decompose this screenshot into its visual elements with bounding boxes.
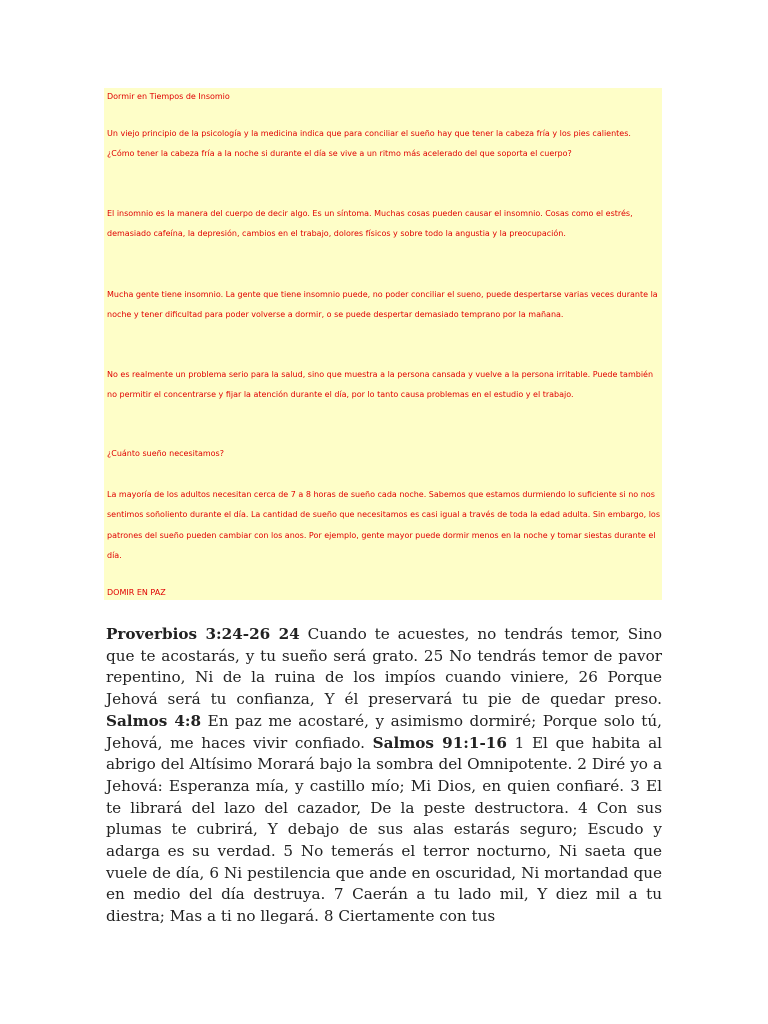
bible-verses (106, 624, 662, 928)
answer-paragraph: La mayoría de los adultos necesitan cerca de 7 a 8 horas de sueño cada noche. Sabemos que estamos durmiendo lo suficiente si no nos sentimos soñoliento durante el día. La cantidad de sueño que necesitamos es casi igual a través de toda la edad adulta. Sin embargo, los patrones del sueño pueden cambiar con los anos. Por ejemplo, gente mayor puede dormir menos en la noche y tomar siestas durante el día. (107, 490, 660, 560)
section-heading: DOMIR EN PAZ (107, 588, 166, 597)
verse-text-salmos-91: 1 El que habita al abrigo del Altísimo Morará bajo la sombra del Omnipotente. 2 Diré yo a Jehová: Esperanza mía, y castillo mío; Mi Dios, en quien confiaré. 3 El te librará del lazo del cazador, De la peste destructora. 4 Con sus plumas te cubrirá, Y debajo de sus alas estarás seguro; Escudo y adarga es su verdad. 5 No temerás el terror nocturno, Ni saeta que vuele de día, 6 Ni pestilencia que ande en oscuridad, Ni mortandad que en medio del día destruya. 7 Caerán a tu lado mil, Y diez mil a tu diestra; Mas a ti no llegará. 8 Ciertamente con tus (106, 733, 662, 926)
paragraph-2: El insomnio es la manera del cuerpo de decir algo. Es un síntoma. Muchas cosas pueden causar el insomnio. Cosas como el estrés, demasiado cafeína, la depresión, cambios en el trabajo, dolores físicos y sobre todo la angustia y la preocupación. (107, 209, 633, 239)
verse-reference-proverbios: Proverbios 3:24-26 24 (106, 625, 300, 643)
question-heading: ¿Cuánto sueño necesitamos? (107, 449, 224, 458)
paragraph-3: Mucha gente tiene insomnio. La gente que tiene insomnio puede, no poder conciliar el sueno, puede despertarse varias veces durante la noche y tener dificultad para poder volverse a dormir, o se puede despertar demasiado temprano por la mañana. (107, 290, 658, 320)
verse-text-salmos-4: En paz me acostaré, y asimismo dormiré; Porque solo tú, Jehová, me haces vivir confiado. (106, 711, 663, 752)
verse-reference-salmos-91: Salmos 91:1-16 (372, 733, 507, 752)
verse-text-proverbios: Cuando te acuestes, no tendrás temor, Sino que te acostarás, y tu sueño será grato. 25 No tendrás temor de pavor repentino, Ni de la ruina de los impíos cuando viniere, 26 Porque Jehová será tu confianza, Y él preservará tu pie de quedar preso. (106, 625, 662, 709)
verse-reference-salmos-4: Salmos 4:8 (106, 711, 202, 730)
paragraph-1: Un viejo principio de la psicología y la medicina indica que para conciliar el sueño hay que tener la cabeza fría y los pies calientes. ¿Cómo tener la cabeza fría a la noche si durante el día se vive a un ritmo más acelerado del que soporta el cuerpo? (107, 129, 631, 159)
paragraph-4: No es realmente un problema serio para la salud, sino que muestra a la persona cansada y vuelve a la persona irritable. Puede también no permitir el concentrarse y fijar la atención durante el día, por lo tanto causa problemas en el estudio y el trabajo. (107, 370, 654, 400)
document-title: Dormir en Tiempos de Insomio (107, 92, 230, 101)
